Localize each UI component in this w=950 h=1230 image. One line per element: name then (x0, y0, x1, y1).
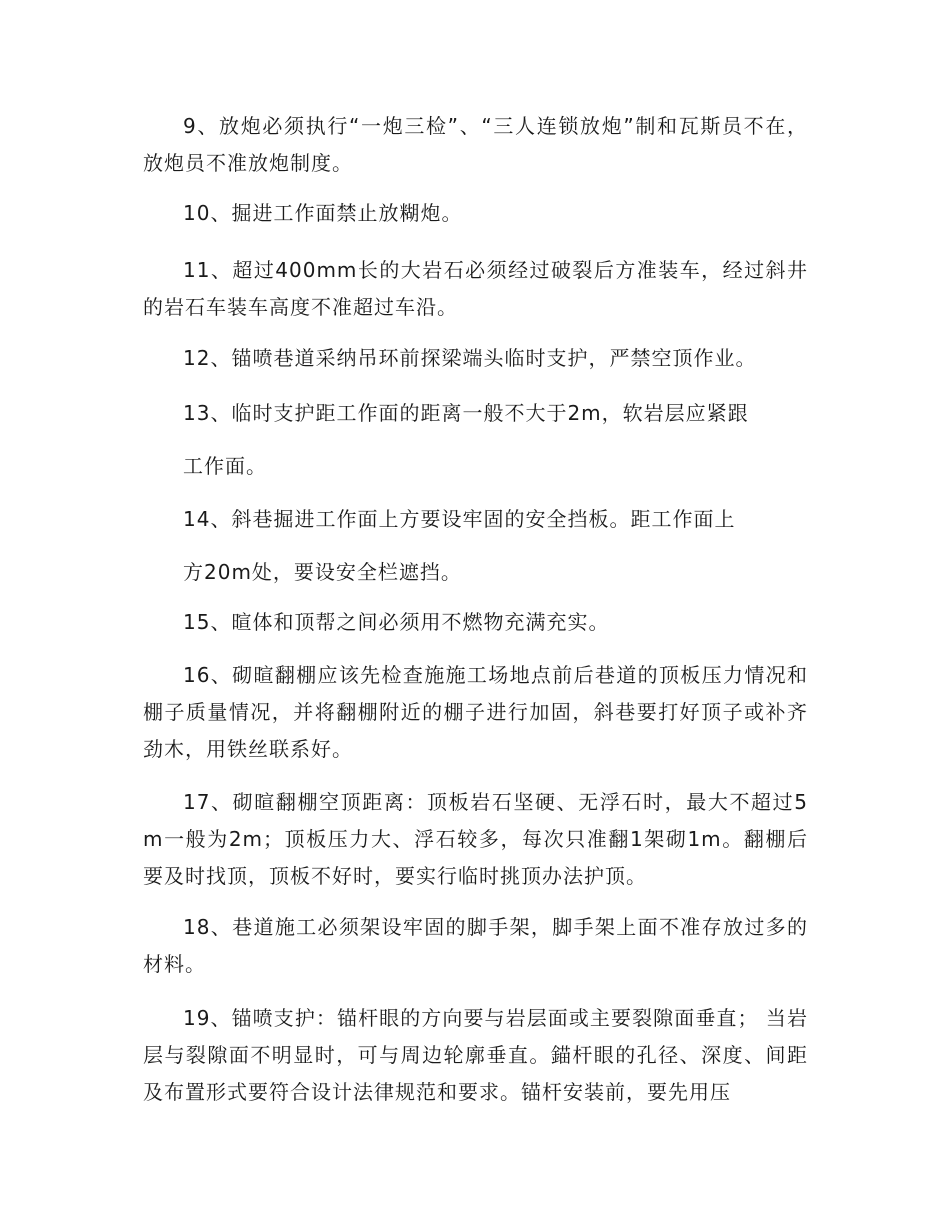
paragraph-13-line-1: 13、临时支护距工作面的距离一般不大于2m，软岩层应紧跟 (183, 401, 749, 425)
paragraph-19: 19、锚喷支护：锚杆眼的方向要与岩层面或主要裂隙面垂直； 当岩层与裂隙面不明显时，可与周边轮廓垂直。錨杆眼的孔径、深度、间距及布置形式要符合设计法律规范和要求。锚杆安装前，要先用压 (143, 1006, 808, 1104)
paragraph-15: 15、暄体和顶帮之间必须用不燃物充满充实。 (183, 610, 610, 634)
paragraph-13-line-2: 工作面。 (183, 454, 267, 478)
paragraph-11: 11、超过400mm长的大岩石必须经过破裂后方准装车，经过斜井的岩石车装车高度不准超过车沿。 (143, 258, 808, 319)
paragraph-17: 17、砌暄翻棚空顶距离：顶板岩石坚硬、无浮石时，最大不超过5m一般为2m；顶板压力大、浮石较多，每次只准翻1架砌1m。翻棚后要及时找顶，顶板不好时，要实行临时挑顶办法护顶。 (143, 790, 808, 888)
paragraph-14-line-1: 14、斜巷掘进工作面上方要设牢固的安全挡板。距工作面上 (183, 507, 736, 531)
paragraph-16: 16、砌暄翻棚应该先检查施施工场地点前后巷道的顶板压力情况和棚子质量情况，并将翻棚附近的棚子进行加固，斜巷要打好顶子或补齐劲木，用铁丝联系好。 (143, 663, 808, 761)
paragraph-14-line-2: 方20m处，要设安全栏遮挡。 (183, 560, 462, 584)
paragraph-12: 12、锚喷巷道采纳吊环前探梁端头临时支护，严禁空顶作业。 (183, 346, 757, 370)
paragraph-18: 18、巷道施工必须架设牢固的脚手架，脚手架上面不准存放过多的材料。 (143, 915, 808, 976)
paragraph-10: 10、掘进工作面禁止放糊炮。 (183, 201, 463, 225)
paragraph-9: 9、放炮必须执行“一炮三检”、“三人连锁放炮”制和瓦斯员不在，放炮员不准放炮制度。 (143, 114, 808, 175)
